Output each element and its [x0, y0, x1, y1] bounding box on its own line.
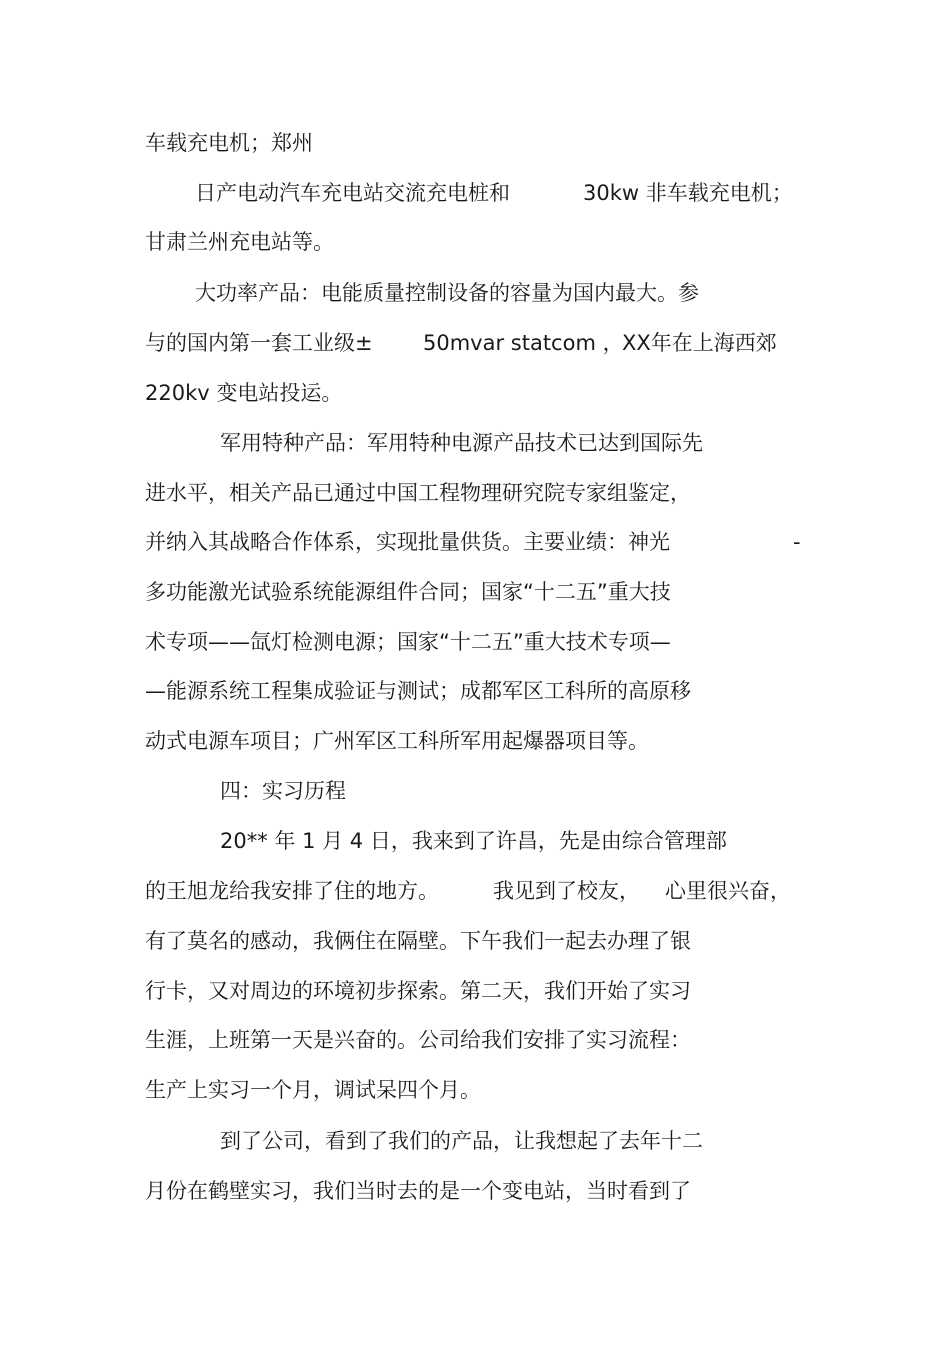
text-line: 大功率产品：电能质量控制设备的容量为国内最大。参	[195, 281, 699, 305]
text-line: 行卡，又对周边的环境初步探索。第二天，我们开始了实习	[145, 979, 691, 1003]
text-line: 30kw 非车载充电机；	[583, 181, 793, 205]
text-line: 我见到了校友，	[493, 879, 640, 903]
text-line: 生涯，上班第一天是兴奋的。公司给我们安排了实习流程：	[145, 1028, 691, 1052]
text-line: 50mvar statcom ，	[423, 331, 624, 355]
text-line: 的王旭龙给我安排了住的地方。	[145, 879, 439, 903]
text-line: 到了公司，看到了我们的产品，让我想起了去年十二	[220, 1129, 703, 1153]
text-line: 20** 年 1 月 4 日，我来到了许昌，先是由综合管理部	[220, 829, 727, 853]
text-line: 日产电动汽车充电站交流充电桩和	[195, 181, 510, 205]
text-line: 甘肃兰州充电站等。	[145, 230, 334, 254]
text-line: 月份在鹤壁实习，我们当时去的是一个变电站，当时看到了	[145, 1179, 691, 1203]
text-line: 有了莫名的感动，我俩住在隔壁。下午我们一起去办理了银	[145, 929, 691, 953]
text-line: 与的国内第一套工业级±	[145, 331, 373, 355]
text-line: 术专项——氙灯检测电源；国家“十二五”重大技术专项—	[145, 630, 671, 654]
text-line: 并纳入其战略合作体系，实现批量供货。主要业绩：神光	[145, 530, 670, 554]
text-line: 多功能激光试验系统能源组件合同；国家“十二五”重大技	[145, 580, 671, 604]
text-line: —能源系统工程集成验证与测试；成都军区工科所的高原移	[145, 679, 691, 703]
text-line: XX年在上海西郊	[622, 331, 777, 355]
text-line: 车载充电机；郑州	[145, 131, 313, 155]
text-line: 进水平，相关产品已通过中国工程物理研究院专家组鉴定，	[145, 481, 691, 505]
text-line: 军用特种产品：军用特种电源产品技术已达到国际先	[220, 431, 703, 455]
text-line: 220kv 变电站投运。	[145, 381, 343, 405]
text-line: 心里很兴奋，	[665, 879, 791, 903]
section-heading: 四：实习历程	[220, 779, 346, 803]
text-line: 生产上实习一个月，调试呆四个月。	[145, 1078, 481, 1102]
text-line: 动式电源车项目；广州军区工科所军用起爆器项目等。	[145, 729, 649, 753]
text-line: -	[793, 530, 801, 554]
